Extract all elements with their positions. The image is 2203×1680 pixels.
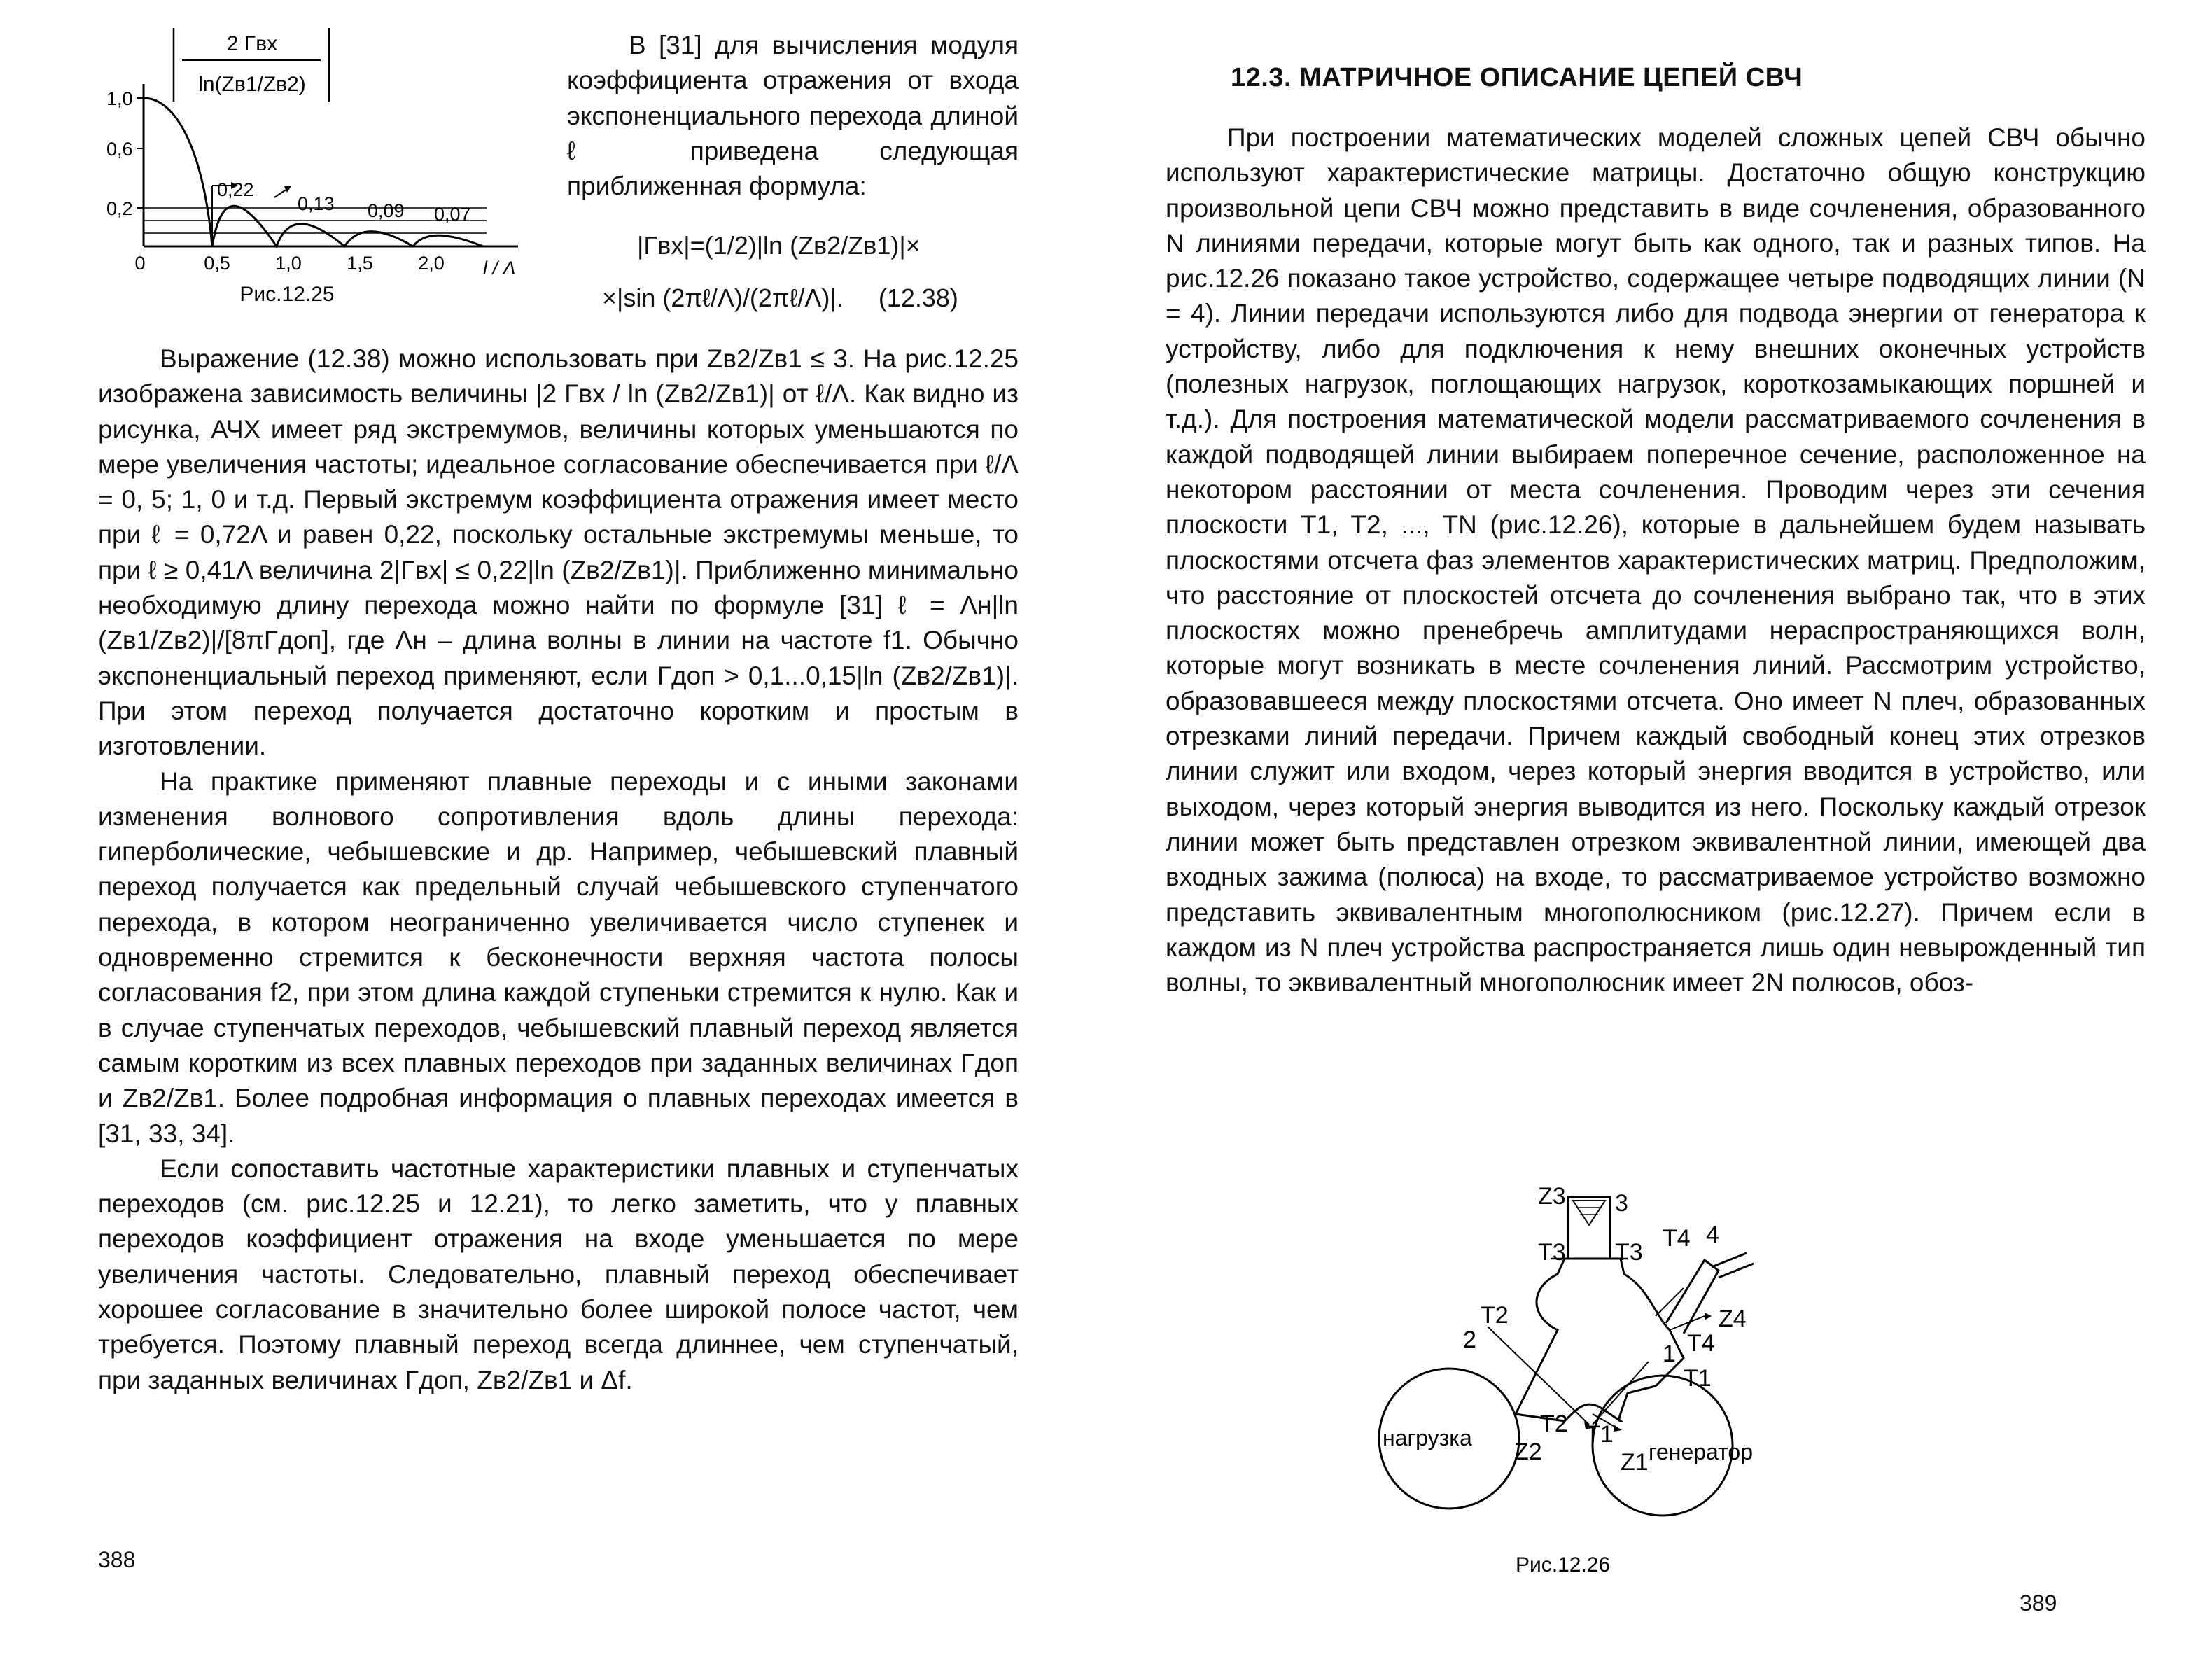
page-number-left: 388 (98, 1547, 136, 1572)
peak-label-2: 0,13 (298, 193, 335, 214)
peak-label-3: 0,09 (368, 200, 405, 221)
x-tick-2: 1,0 (275, 253, 302, 274)
peak-label-1: 0,22 (217, 179, 254, 200)
label-load: нагрузка (1383, 1425, 1472, 1450)
y-label-denominator: ln(Zв1/Zв2) (198, 73, 306, 96)
label-t4: T4 (1663, 1225, 1691, 1252)
figure-caption-12-25: Рис.12.25 (239, 283, 335, 306)
paragraph-3: Если сопоставить частотные характеристики плавных и ступенчатых переходов (см. рис.12.25 и 12.21), то легко заметить, что у плавных переходов коэффициент отражения на входе уменьшается по мере увеличения частоты. Следовательно, плавный переход обеспечивает хорошее согласование в значительно более широкой полосе частот, чем требуется. Поэтому плавный переход всегда длиннее, чем ступенчатый, при заданных величинах Γдоп, Zв2/Zв1 и Δf. (98, 1154, 1019, 1394)
label-t1: T1 (1684, 1365, 1712, 1392)
y-tick-1: 1,0 (106, 88, 133, 109)
label-generator: генератор (1649, 1439, 1754, 1464)
right-body (1166, 120, 2146, 1000)
label-t2b: T2 (1540, 1410, 1568, 1437)
right-page (1103, 0, 2203, 1680)
left-page (0, 0, 1092, 1680)
y-tick-3: 0,2 (106, 198, 133, 219)
label-z4: Z4 (1719, 1306, 1747, 1332)
formula-number: (12.38) (878, 284, 958, 312)
label-t2: T2 (1481, 1302, 1509, 1329)
right-paragraph-1: При построении математических моделей сложных цепей СВЧ обычно используют характеристические матрицы. Достаточно общую конструкцию произвольной цепи СВЧ можно представить в виде сочленения, образованного N линиями передачи, которые могут быть как одного, так и разных типов. На рис.12.26 показано такое устройство, содержащее четыре подводящих линии (N = 4). Линии передачи используются либо для подвода энергии от генератора к устройству, либо для подключения к нему внешних оконечных устройств (полезных нагрузок, поглощающих нагрузок, короткозамыкающих поршней и т.д.). Для построения математической модели рассматриваемого сочленения в каждой подводящей линии выбираем поперечное сечение, расположенное на некотором расстоянии от места сочленения. Проводим через эти сечения плоскости T1, T2, ..., TN (рис.12.26), которые в дальнейшем будем называть плоскостями отсчета фаз элементов характеристических матриц. Предположим, что расстояние от плоскостей отсчета до сочленения выбрано так, что в этих плоскостях можно пренебречь амплитудами нераспространяющихся волн, которые могут возникать в месте сочленения линий. Рассмотрим устройство, образовавшееся между плоскостями отсчета. Оно имеет N плеч, образованных отрезками линий передачи. Причем каждый свободный конец этих отрезков линии служит или входом, через который энергия вводится в устройство, или выходом, через который энергия выводится из него. Поскольку каждый отрезок линии может быть представлен отрезком эквивалентной линии, имеющей два входных зажима (полюса) на входе, то рассматриваемое устройство возможно представить эквивалентным многополюсником (рис.12.27). Причем если в каждом из N плеч устройства распространяется лишь один невырожденный тип волны, то эквивалентный многополюсник имеет 2N полюсов, обоз- (1166, 123, 2146, 997)
page-number-right: 389 (2020, 1590, 2057, 1616)
label-t3a: T3 (1538, 1239, 1566, 1266)
figure-12-25 (98, 21, 546, 308)
x-axis-label: l / Λ (483, 258, 516, 279)
x-tick-3: 1,5 (347, 253, 373, 274)
y-label-numerator: 2 Γвх (226, 32, 278, 55)
figure-12-26 (1355, 1183, 1985, 1589)
label-t1b: T1 (1586, 1421, 1614, 1448)
x-tick-4: 2,0 (418, 253, 445, 274)
label-z2: Z2 (1514, 1438, 1542, 1465)
side-paragraph: В [31] для вычисления модуля коэффициента отражения от входа экспоненциального перехода длиной ℓ приведена следующая приближенная формула: (567, 31, 1019, 201)
x-tick-1: 0,5 (204, 253, 230, 274)
label-t4b: T4 (1687, 1330, 1715, 1357)
side-text (567, 28, 1019, 204)
figure-caption-12-26: Рис.12.26 (1516, 1553, 1611, 1576)
label-z3: Z3 (1538, 1183, 1566, 1210)
label-n1: 1 (1663, 1340, 1676, 1367)
label-z1: Z1 (1621, 1449, 1649, 1476)
y-tick-2: 0,6 (106, 139, 133, 160)
label-n2: 2 (1463, 1326, 1476, 1353)
formula-line-1: |Γвх|=(1/2)|ln (Zв2/Zв1)|× (637, 231, 921, 260)
label-n3: 3 (1615, 1190, 1628, 1217)
paragraph-1: Выражение (12.38) можно использовать при Zв2/Zв1 ≤ 3. На рис.12.25 изображена зависимость величины |2 Γвх / ln (Zв2/Zв1)| от ℓ/Λ. Как видно из рисунка, АЧХ имеет ряд экстремумов, величины которых уменьшаются по мере увеличения частоты; идеальное согласование обеспечивается при ℓ/Λ = 0, 5; 1, 0 и т.д. Первый экстремум коэффициента отражения имеет место при ℓ = 0,72Λ и равен 0,22, поскольку остальные экстремумы меньше, то при ℓ ≥ 0,41Λ величина 2|Γвх| ≤ 0,22|ln (Zв2/Zв1)|. Приближенно минимально необходимую длину перехода можно найти по формуле [31] ℓ = Λн|ln (Zв1/Zв2)|/[8πΓдоп], где Λн – длина волны в линии на частоте f1. Обычно экспоненциальный переход применяют, если Γдоп > 0,1...0,15|ln (Zв2/Zв1)|. При этом переход получается достаточно коротким и простым в изготовлении. (98, 344, 1019, 761)
formula-line-2: ×|sin (2πℓ/Λ)/(2πℓ/Λ)|. (12.38) (602, 284, 958, 312)
peak-label-4: 0,07 (434, 204, 471, 225)
x-tick-0: 0 (134, 253, 146, 274)
left-body (98, 342, 1019, 1398)
label-t3b: T3 (1615, 1239, 1643, 1266)
section-heading: 12.3. МАТРИЧНОЕ ОПИСАНИЕ ЦЕПЕЙ СВЧ (1231, 63, 1803, 92)
paragraph-2: На практике применяют плавные переходы и с иными законами изменения волнового сопротивления вдоль длины перехода: гиперболические, чебышевские и др. Например, чебышевский плавный переход получается как предельный случай чебышевского ступенчатого перехода, в котором неограниченно увеличивается число ступенек и одновременно стремится к бесконечности верхняя частота полосы согласования f2, при этом длина каждой ступеньки стремится к нулю. Как и в случае ступенчатых переходов, чебышевский плавный переход является самым коротким из всех плавных переходов при заданных величинах Γдоп и Zв2/Zв1. Более подробная информация о плавных переходах имеется в [31, 33, 34]. (98, 766, 1019, 1148)
label-n4: 4 (1706, 1222, 1719, 1248)
